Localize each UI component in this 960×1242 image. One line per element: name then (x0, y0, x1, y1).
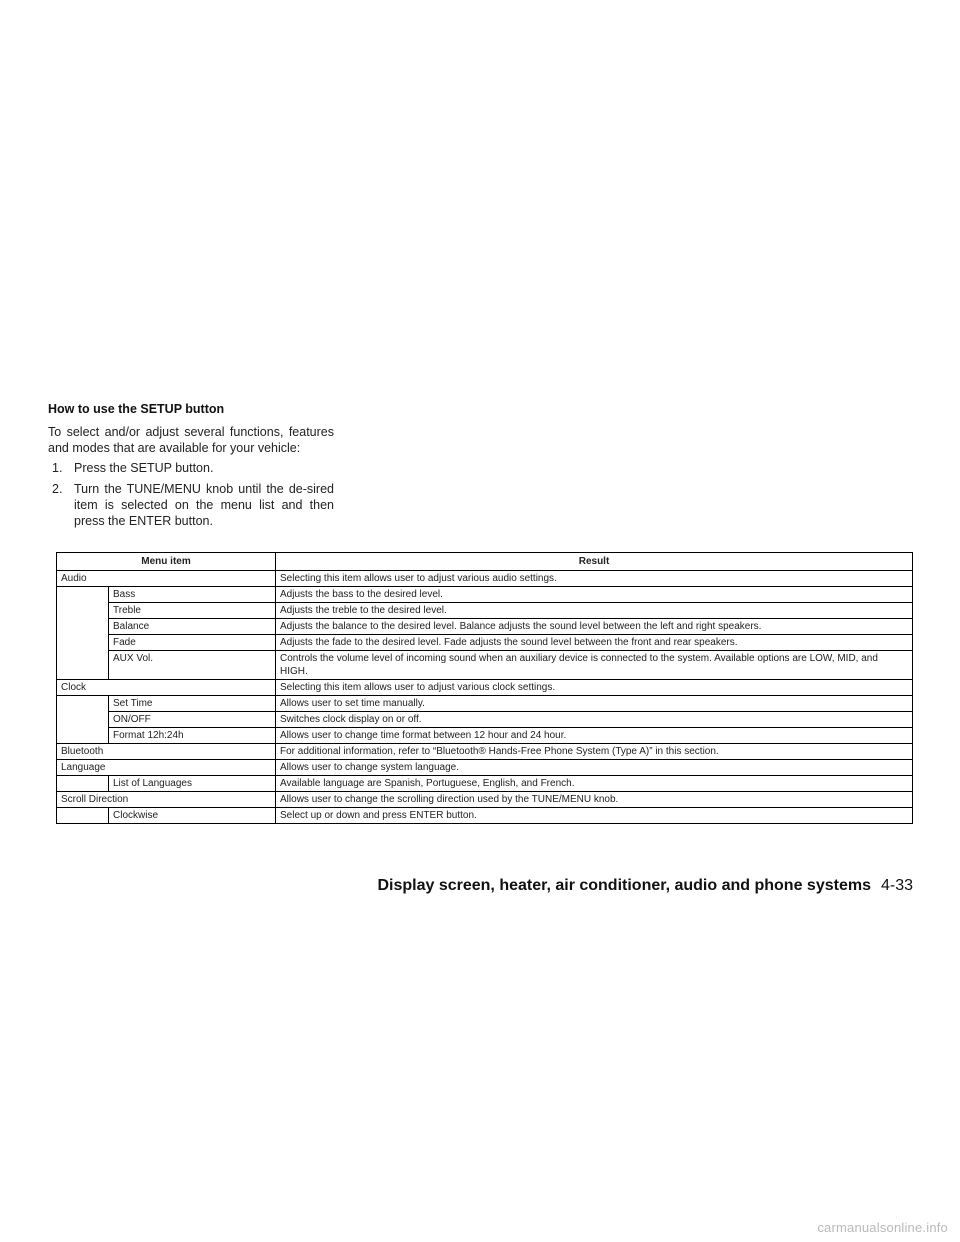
menu-item-cell: Bluetooth (57, 744, 276, 760)
section-heading: How to use the SETUP button (48, 402, 225, 416)
table-row (57, 651, 913, 680)
step-text: Turn the TUNE/MENU knob until the de-sired item is selected on the menu list and then press the ENTER button. (74, 482, 334, 528)
header-result: Result (276, 553, 913, 571)
sub-item-cell: ON/OFF (109, 712, 276, 728)
table-row (57, 603, 913, 619)
step-text: Press the SETUP button. (74, 461, 214, 475)
step-number: 1. (52, 461, 63, 475)
indent-cell (57, 696, 109, 744)
result-cell: Adjusts the bass to the desired level. (276, 587, 913, 603)
indent-cell (57, 776, 109, 792)
sub-item-cell: Treble (109, 603, 276, 619)
table-row (57, 587, 913, 603)
footer-section-title: Display screen, heater, air conditioner, audio and phone systems (377, 877, 871, 894)
page-number: 4-33 (880, 877, 913, 894)
result-cell: Select up or down and press ENTER button. (276, 808, 913, 824)
menu-table (56, 552, 913, 824)
result-cell: Adjusts the treble to the desired level. (276, 603, 913, 619)
result-cell: Allows user to change the scrolling direction used by the TUNE/MENU knob. (276, 792, 913, 808)
result-cell: Selecting this item allows user to adjust various clock settings. (276, 680, 913, 696)
menu-item-cell: Audio (57, 571, 276, 587)
table-row (57, 776, 913, 792)
steps-list (48, 460, 334, 529)
menu-item-cell: Clock (57, 680, 276, 696)
sub-item-cell: Clockwise (109, 808, 276, 824)
header-menu-item: Menu item (57, 553, 276, 571)
result-cell: Adjusts the fade to the desired level. Fade adjusts the sound level between the front and rear speakers. (276, 635, 913, 651)
result-cell: Adjusts the balance to the desired level. Balance adjusts the sound level between the left and right speakers. (276, 619, 913, 635)
table-row (57, 696, 913, 712)
sub-item-cell: Balance (109, 619, 276, 635)
table-row (57, 744, 913, 760)
table-row (57, 728, 913, 744)
sub-item-cell: AUX Vol. (109, 651, 276, 680)
watermark-text: carmanualsonline.info (817, 1220, 948, 1235)
result-cell: Switches clock display on or off. (276, 712, 913, 728)
menu-item-cell: Scroll Direction (57, 792, 276, 808)
result-cell: Controls the volume level of incoming sound when an auxiliary device is connected to the system. Available options are LOW, MID, and HIGH. (276, 651, 913, 680)
step-number: 2. (52, 482, 63, 496)
table-row (57, 792, 913, 808)
sub-item-cell: List of Languages (109, 776, 276, 792)
table-header-row (57, 553, 913, 571)
sub-item-cell: Format 12h:24h (109, 728, 276, 744)
indent-cell (57, 808, 109, 824)
result-cell: For additional information, refer to “Bluetooth® Hands-Free Phone System (Type A)” in this section. (276, 744, 913, 760)
result-cell: Allows user to set time manually. (276, 696, 913, 712)
table-row (57, 760, 913, 776)
page-footer (377, 877, 913, 895)
sub-item-cell: Set Time (109, 696, 276, 712)
indent-cell (57, 587, 109, 680)
table-row (57, 571, 913, 587)
table-row (57, 680, 913, 696)
table-row (57, 619, 913, 635)
sub-item-cell: Fade (109, 635, 276, 651)
result-cell: Allows user to change system language. (276, 760, 913, 776)
sub-item-cell: Bass (109, 587, 276, 603)
table-row (57, 635, 913, 651)
intro-paragraph: To select and/or adjust several functions, features and modes that are available for your vehicle: (48, 425, 334, 455)
menu-item-cell: Language (57, 760, 276, 776)
result-cell: Available language are Spanish, Portuguese, English, and French. (276, 776, 913, 792)
setup-section (48, 402, 334, 534)
table-row (57, 712, 913, 728)
step-item (48, 481, 334, 529)
table-row (57, 808, 913, 824)
result-cell: Selecting this item allows user to adjust various audio settings. (276, 571, 913, 587)
step-item (48, 460, 334, 476)
result-cell: Allows user to change time format between 12 hour and 24 hour. (276, 728, 913, 744)
